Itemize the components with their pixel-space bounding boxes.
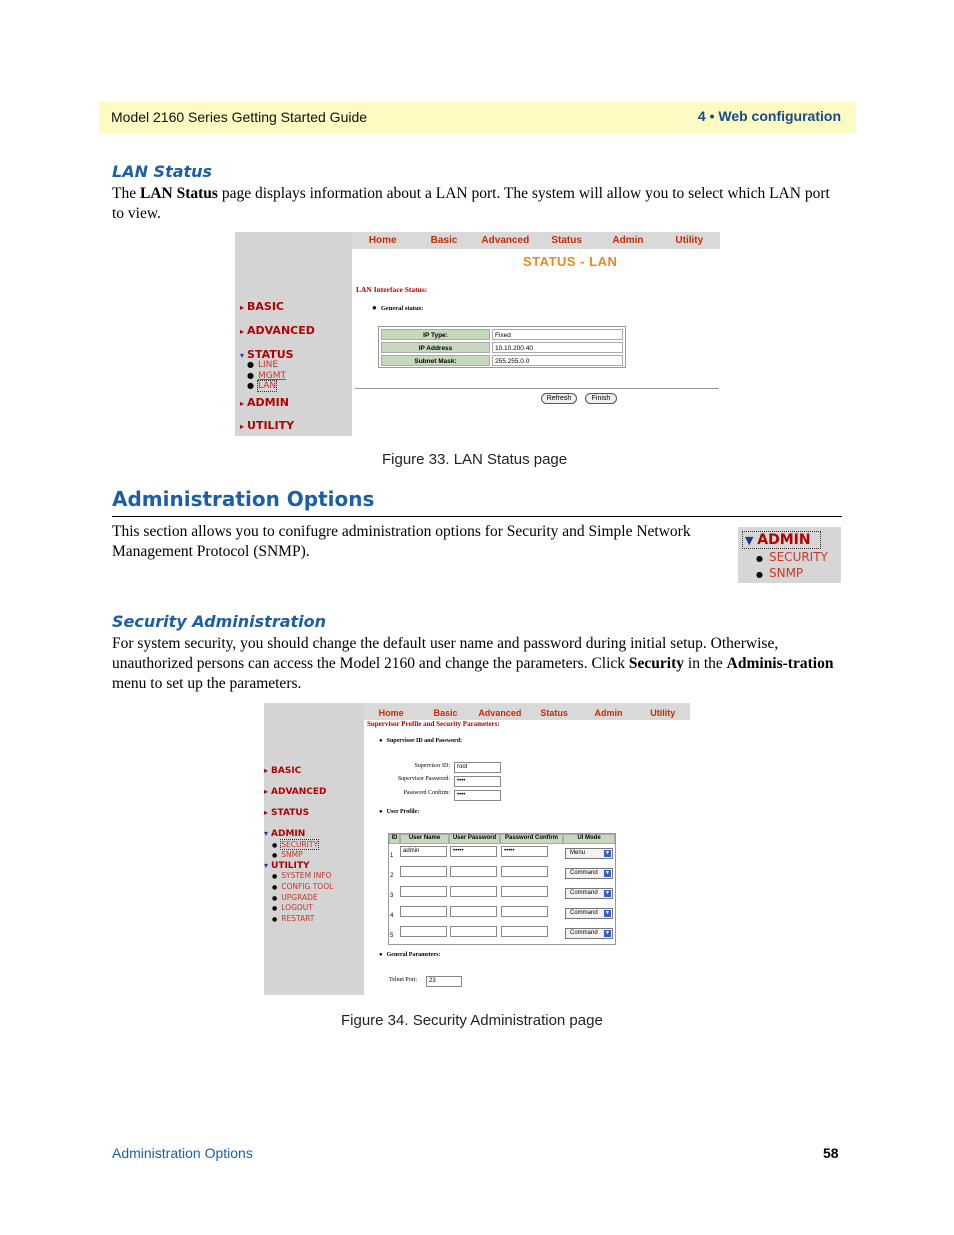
menu-advanced[interactable]: ▸ ADVANCED: [264, 787, 327, 797]
password-confirm-input[interactable]: ••••: [454, 790, 501, 801]
lan-status-heading: LAN Status: [112, 162, 213, 181]
bullet-icon: ●: [247, 371, 254, 380]
password-confirm-input[interactable]: [501, 906, 548, 917]
arrow-right-icon: ▸: [264, 808, 269, 817]
menu-advanced[interactable]: ▸ ADVANCED: [240, 324, 315, 337]
arrow-down-icon: ▾: [264, 861, 269, 870]
user-password-input[interactable]: •••••: [450, 846, 497, 857]
page-title: STATUS - LAN: [523, 254, 618, 269]
menu-utility[interactable]: ▸ UTILITY: [240, 419, 295, 432]
top-nav: [352, 232, 720, 249]
nav-admin[interactable]: Admin: [612, 235, 644, 246]
bullet-icon: ●: [272, 895, 278, 902]
user-name-input[interactable]: [400, 886, 447, 897]
arrow-right-icon: ▸: [240, 399, 245, 408]
ip-type-label: IP Type:: [381, 329, 490, 340]
footer-section: Administration Options: [112, 1145, 253, 1161]
submenu-snmp[interactable]: ● SNMP: [272, 850, 303, 859]
nav-home[interactable]: Home: [378, 708, 404, 718]
running-header: [99, 102, 856, 133]
user-password-input[interactable]: [450, 926, 497, 937]
ui-mode-select[interactable]: Command ▼: [565, 868, 613, 879]
section-title: LAN Interface Status:: [356, 285, 428, 294]
arrow-down-icon: ▾: [264, 829, 269, 838]
arrow-right-icon: ▸: [264, 766, 269, 775]
finish-button[interactable]: Finish: [585, 393, 617, 404]
dropdown-arrow-icon[interactable]: ▼: [605, 890, 610, 896]
supervisor-password-label: Supervisor Password:: [397, 776, 450, 782]
bullet-icon: ●: [379, 738, 383, 744]
table-row: [388, 844, 616, 864]
password-confirm-input[interactable]: •••••: [501, 846, 548, 857]
figure-33: [235, 232, 720, 436]
dropdown-arrow-icon[interactable]: ▼: [605, 930, 610, 936]
guide-title: Model 2160 Series Getting Started Guide: [111, 109, 368, 125]
arrow-right-icon: ▸: [240, 422, 245, 431]
nav-status[interactable]: Status: [551, 235, 582, 246]
dropdown-arrow-icon[interactable]: ▼: [605, 910, 610, 916]
table-row: [388, 924, 616, 944]
admin-options-paragraph: This section allows you to conifugre administration options for Security and Simple Network Management Protocol (SNMP).: [112, 523, 691, 560]
figure-34: [264, 703, 690, 995]
menu-admin[interactable]: ▸ ADMIN: [240, 396, 289, 409]
user-name-input[interactable]: [400, 866, 447, 877]
user-profile-heading: ● User Profile:: [379, 809, 420, 815]
general-status-label: ● General status:: [372, 303, 424, 312]
bullet-icon: ●: [272, 852, 278, 859]
password-confirm-input[interactable]: [501, 926, 548, 937]
nav-basic[interactable]: Basic: [430, 235, 458, 246]
security-admin-heading: Security Administration: [112, 612, 327, 631]
subnet-mask-label: Subnet Mask:: [381, 355, 490, 366]
subnet-mask-value: 255.255.0.0: [492, 355, 623, 366]
dropdown-arrow-icon[interactable]: ▼: [605, 870, 610, 876]
bullet-icon: ●: [247, 360, 254, 369]
nav-admin[interactable]: Admin: [594, 708, 623, 718]
inset-security[interactable]: ● SECURITY: [756, 550, 828, 564]
nav-advanced[interactable]: Advanced: [478, 708, 522, 718]
telnet-port-input[interactable]: 23: [426, 976, 462, 987]
submenu-security[interactable]: ● SECURITY: [272, 840, 319, 849]
nav-utility[interactable]: Utility: [650, 708, 676, 718]
table-row: [388, 864, 616, 884]
row-id: 5: [390, 933, 394, 939]
submenu-line[interactable]: ● LINE: [247, 360, 279, 370]
submenu-logout[interactable]: ● LOGOUT: [272, 903, 313, 912]
dropdown-arrow-icon[interactable]: ▼: [605, 850, 610, 856]
bullet-icon: ●: [272, 916, 278, 923]
row-id: 3: [390, 893, 394, 899]
nav-status[interactable]: Status: [540, 708, 568, 718]
ui-mode-select[interactable]: Menu ▼: [565, 848, 613, 859]
status-table: [378, 326, 626, 368]
bullet-icon: ●: [272, 905, 278, 912]
ui-mode-select[interactable]: Command ▼: [565, 928, 613, 939]
bullet-icon: ●: [272, 873, 278, 880]
bullet-icon: ●: [756, 570, 763, 579]
submenu-mgmt[interactable]: ● MGMT: [247, 371, 286, 381]
supervisor-password-input[interactable]: ••••: [454, 776, 501, 787]
menu-basic[interactable]: ▸ BASIC: [240, 300, 285, 313]
menu-status[interactable]: ▾ STATUS: [240, 348, 294, 361]
bullet-icon: ●: [379, 952, 383, 958]
col-user-name: User Name: [400, 834, 449, 844]
inset-admin[interactable]: ▼ ADMIN: [742, 531, 821, 549]
user-password-input[interactable]: [450, 906, 497, 917]
user-name-input[interactable]: [400, 906, 447, 917]
chapter-title: 4 • Web configuration: [697, 108, 841, 124]
submenu-upgrade[interactable]: ● UPGRADE: [272, 893, 318, 902]
ui-mode-select[interactable]: Command ▼: [565, 908, 613, 919]
password-confirm-input[interactable]: [501, 886, 548, 897]
supervisor-id-label: Supervisor ID:: [414, 763, 450, 769]
supervisor-heading: ● Supervisor ID and Password:: [379, 738, 463, 744]
table-row: [388, 904, 616, 924]
ip-address-value: 10.10.200.40: [492, 342, 623, 353]
bullet-icon: ●: [272, 842, 278, 849]
security-admin-paragraph: For system security, you should change the default user name and password during initial setup. Otherwise, unauthorized persons can access the Model 2160 and change the parameters. Click Security in the Adminis-tration menu to set up the parameters.: [112, 635, 834, 692]
arrow-down-icon: ▼: [745, 534, 758, 547]
nav-home[interactable]: Home: [368, 235, 397, 246]
page-number: 58: [823, 1145, 839, 1161]
submenu-system-info[interactable]: ● SYSTEM INFO: [272, 871, 332, 880]
menu-basic[interactable]: ▸ BASIC: [264, 766, 302, 776]
row-id: 1: [390, 853, 394, 859]
telnet-port-label: Telnet Port:: [389, 977, 418, 983]
arrow-right-icon: ▸: [240, 303, 245, 312]
figure-34-caption: Figure 34. Security Administration page: [341, 1012, 603, 1029]
row-id: 4: [390, 913, 394, 919]
menu-status[interactable]: ▸ STATUS: [264, 808, 310, 818]
password-confirm-label: Password Confirm:: [403, 790, 450, 796]
arrow-right-icon: ▸: [264, 787, 269, 796]
user-password-input[interactable]: [450, 886, 497, 897]
divider: [355, 388, 719, 389]
table-header: [389, 834, 615, 844]
heading-rule: [112, 516, 842, 517]
bullet-icon: ●: [379, 809, 383, 815]
lan-status-paragraph: The LAN Status page displays information about a LAN port. The system will allow you to select which LAN port to view.: [112, 185, 830, 222]
ip-type-value: Fixed: [492, 329, 623, 340]
general-parameters-heading: ● General Parameters:: [379, 952, 441, 958]
col-ui-mode: UI Mode: [563, 834, 615, 844]
bullet-icon: ●: [372, 303, 377, 312]
col-password-confirm: Password Confirm: [500, 834, 563, 844]
user-name-input[interactable]: admin: [400, 846, 447, 857]
table-row: [388, 884, 616, 904]
submenu-config-tool[interactable]: ● CONFIG TOOL: [272, 882, 334, 891]
menu-admin[interactable]: ▾ ADMIN: [264, 829, 306, 839]
user-password-input[interactable]: [450, 866, 497, 877]
bullet-icon: ●: [756, 554, 763, 563]
submenu-restart[interactable]: ● RESTART: [272, 914, 315, 923]
bullet-icon: ●: [247, 381, 254, 390]
refresh-button[interactable]: Refresh: [541, 393, 577, 404]
supervisor-id-input[interactable]: root: [454, 762, 501, 773]
menu-utility[interactable]: ▾ UTILITY: [264, 861, 310, 871]
submenu-lan[interactable]: ● LAN: [247, 381, 277, 391]
admin-options-heading: Administration Options: [112, 487, 375, 511]
figure-33-caption: Figure 33. LAN Status page: [382, 451, 568, 468]
arrow-down-icon: ▾: [240, 351, 245, 360]
admin-menu-inset: [738, 527, 841, 583]
user-name-input[interactable]: [400, 926, 447, 937]
password-confirm-input[interactable]: [501, 866, 548, 877]
top-nav: [364, 703, 690, 720]
col-user-password: User Password: [449, 834, 500, 844]
bullet-icon: ●: [272, 884, 278, 891]
nav-basic[interactable]: Basic: [433, 708, 458, 718]
col-id: ID: [389, 834, 400, 844]
inset-snmp[interactable]: ● SNMP: [756, 566, 804, 580]
page-title: Supervisor Profile and Security Parameters:: [367, 720, 500, 728]
row-id: 2: [390, 873, 394, 879]
sidebar: [264, 703, 364, 995]
arrow-right-icon: ▸: [240, 327, 245, 336]
nav-advanced[interactable]: Advanced: [481, 235, 530, 246]
ui-mode-select[interactable]: Command ▼: [565, 888, 613, 899]
nav-utility[interactable]: Utility: [675, 235, 704, 246]
ip-address-label: IP Address: [381, 342, 490, 353]
